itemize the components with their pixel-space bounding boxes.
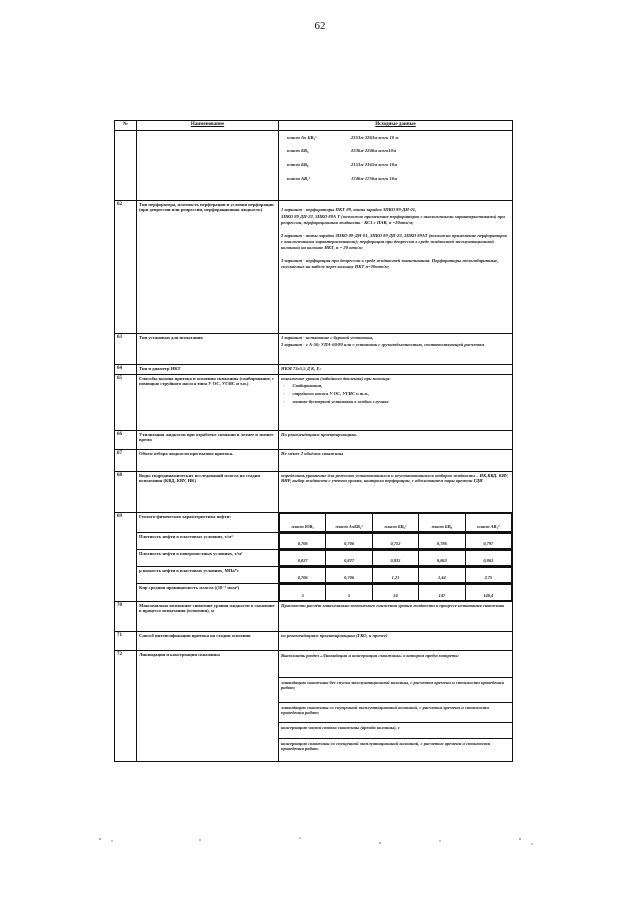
page-number: 62 [314, 20, 326, 32]
row-value: 1 вариант - перфораторы ПКТ-89, типы зарядов ЗПКО 89-ДН-01, ЗПКО 89 ДП-22, ЗПКО 89А Т (возможно применение перфораторов с аналогичными характеристиками) при репрессии, перфорационная жидкость - КС1 с ПАВ, n =20отв/м; 2 вариант - типы зарядов ЗПКО 89-ДН-01, ЗПКО 89 ДП-22, ЗПКО 89АТ (возможно применение перфораторов с аналогичными характеристиками); перфорация при депрессии в среде жидкостей эксплуатационной колонной на колонне НКТ, n = 20 отв/м; 3 вариант - перфорация при депрессии в среде жидкостей заканчивания. Перфораторы малогабаритные, спускаемые на кабеле через колонну НКТ n=20отв/м; [279, 200, 513, 333]
list-item: ликвидацию скважины со спущенной эксплуатационной колонной, с расчетом времени и стоимости проведения работ; [279, 702, 512, 722]
table-row-67 [115, 449, 513, 471]
table-row-71 [115, 631, 513, 650]
layer-item: пласт Ач БВ₄¹ 2253м-2263м всего 10 м [287, 134, 399, 140]
property-row: Кпр средняя проницаемость пласта ((10⁻³ мкм²) 5 5 54 147 140,4 [115, 583, 513, 601]
table-row-65 [115, 374, 513, 430]
list-item: - азотно-бустерной установки в особых случаях [283, 399, 389, 405]
row-label: Виды гидродинамических исследований пласта на стадии испытания (КВД, КВУ, ИК) [137, 471, 279, 512]
table-row-63 [115, 333, 513, 364]
row-value: НКМ 73х5,5 Д К, Е; [279, 364, 513, 374]
list-item: консервацию части ствола скважины (аренда колонны), с [279, 722, 512, 738]
row-number: 67 [115, 449, 137, 471]
layer-item: пласт БВ₆ 2236м-2246м всего10м [287, 148, 397, 154]
row-label: Тип установки для испытания [137, 333, 279, 364]
row-number: 66 [115, 430, 137, 449]
row-label: Способы вызова притока и освоения скважины (свабирование, с помощью струйного насоса типа У ОС, УГИС и т.п.) [137, 374, 279, 430]
row-number: 62 [115, 200, 137, 333]
row-number: 64 [115, 364, 137, 374]
column-header: пласт БВ₆¹ [372, 513, 418, 531]
row-label: Тип перфоратора, плотность перфорации и условия перфорации (при депрессии или репрессии, перфорационная жидкость) [137, 200, 279, 333]
row-label: Максимально возможное снижение уровня жидкости в скважине в процессе испытания (освоения), м [137, 601, 279, 631]
table-row-66 [115, 430, 513, 449]
column-header: пласт БВ₈ [419, 513, 465, 531]
row-value: понижение уровня (забойного давления) при помощи: - Свабирования, - струйного насоса У ОС, УГИС и т.п., - азотно-бустерной установки в особых случаях [279, 374, 513, 430]
table-row-70 [115, 601, 513, 631]
column-header: пласт АВ₁² [465, 513, 511, 531]
row-value: Выполнить раздел «Ликвидация и консервация скважины» в котором предусмотреть: ликвидацию скважины без спуска эксплуатационной колонны, с расчетом времени и стоимости проведения работ; ликвидацию скважины со спущенной эксплуатационной колонной, с расчетом времени и стоимости проведения работ; консервацию части ствола скважины (аренда колонны), с консервацию скважины со спущенной эксплуатационной колонной, с расчетом времени и стоимости проведения работ. [279, 650, 513, 761]
row-number: 63 [115, 333, 137, 364]
row-label: Ликвидация и консервация скважины [137, 650, 279, 761]
column-header: пласт АчБВ₄¹ [326, 513, 372, 531]
row-label: Геолого-физическая характеристика нефти: [137, 512, 279, 532]
table-row-layers [115, 130, 513, 200]
property-row: µ вязкость нефти в пластовых условиях, МПа*с 0,706 0,706 1,21 1,44 2,75 [115, 566, 513, 583]
header-num: № [115, 121, 137, 131]
table-row-68 [115, 471, 513, 512]
oil-properties-header [279, 513, 512, 532]
property-row: Плотность нефти в пластовых условиях, т/м³ 0,706 0,706 0,752 0,786 0,797 [115, 532, 513, 549]
layer-item: пласт БВ₈ 2153м-2165м всего 10м [287, 162, 398, 168]
row-number: 69 [115, 512, 137, 601]
row-number: 71 [115, 631, 137, 650]
header-name: Наименование [137, 121, 279, 131]
header-data: Исходные данные [279, 121, 513, 131]
table-header-row [115, 121, 513, 131]
row-value: По рекомендациям проектировщика. [279, 430, 513, 449]
row-value: Произвести расчёт максимально возможного снижения уровня жидкости в процессе испытания скважины [279, 601, 513, 631]
requirements-table [114, 120, 513, 762]
row-number: 70 [115, 601, 137, 631]
layer-item: пласт АВ₁² 1746м-1756м всего 10м [287, 176, 398, 182]
table-row-62 [115, 200, 513, 333]
row-number: 72 [115, 650, 137, 761]
row-value: Не менее 2 объёмов скважины [279, 449, 513, 471]
table-row-64 [115, 364, 513, 374]
row-value: 1 вариант - испытание с буровой установки, 2 вариант - с А-50; УПА-60/80 или с установок с грузоподъемностью, соответствующей расчетам [279, 333, 513, 364]
row-number: 68 [115, 471, 137, 512]
list-item: консервацию скважины со спущенной эксплуатационной колонной, с расчетом времени и стоимости проведения работ. [279, 738, 512, 761]
list-item: - струйного насоса У ОС, УГИС и т.п., [283, 391, 370, 397]
table-row-72 [115, 650, 513, 761]
table-row-69 [115, 512, 513, 532]
list-item: ликвидацию скважины без спуска эксплуатационной колонны, с расчетом времени и стоимости проведения работ; [279, 677, 512, 702]
scan-specks [80, 835, 550, 855]
row-label: Способ интенсификации притока на стадии освоения [137, 631, 279, 650]
row-number: 65 [115, 374, 137, 430]
row-label: Тип и диаметр НКТ [137, 364, 279, 374]
column-header: пласт ЮВ₁ [280, 513, 326, 531]
row-label: Объем отбора жидкости при вызове притока. [137, 449, 279, 471]
row-value: по рекомендациям проектировщика (ГКО, и прочее) [279, 631, 513, 650]
row-value: определить уравнение для режимов установившихся и неустановившихся отборов жидкости – ИК,КВД, КВУ, ВНР, выбор жидкости с учетом уровня, контроля перфорации, с обоснованием пары времени ГДИ [279, 471, 513, 512]
property-row: Плотность нефти в поверхностных условиях, т/м³ 0,827 0,827 0,835 0,863 0,863 [115, 549, 513, 566]
row-label: Утилизация жидкости при отработке скважин в летнее и зимнее время [137, 430, 279, 449]
list-item: - Свабирования, [283, 383, 323, 389]
